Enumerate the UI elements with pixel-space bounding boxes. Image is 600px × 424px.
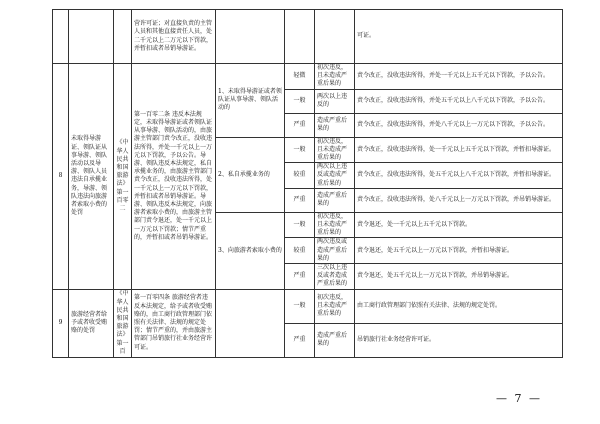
penalty-table	[52, 9, 563, 358]
law-cell	[114, 10, 132, 64]
behavior: 3、向旅游者索取小费的	[216, 212, 285, 289]
measure: 由工商行政管理部门依照有关法律、法规的规定处罚。	[355, 289, 563, 323]
fact-cell	[315, 10, 355, 64]
measure: 责令退还，处五千元以上一万元以下罚款，并吊销导游证。	[355, 264, 563, 290]
behavior-cell	[216, 10, 285, 64]
behavior	[216, 289, 285, 357]
level: 严重	[285, 188, 315, 212]
level: 严重	[285, 323, 315, 357]
fact: 造成严重后果的	[315, 323, 355, 357]
fact: 两次违反或造成严重后果的	[315, 238, 355, 264]
fact: 初次违反，且未造成严重后果的	[315, 212, 355, 238]
number-cell	[53, 10, 69, 64]
measure: 责令退还，处一千元以上五千元以下罚款。	[355, 212, 563, 238]
measure-cell: 可证。	[355, 10, 563, 64]
table-row	[53, 289, 563, 323]
behavior: 1、未取得导游证或者领队证从事导游、领队活动的	[216, 64, 285, 138]
page-number: — 7 —	[496, 392, 542, 405]
item-cell	[69, 10, 114, 64]
fact: 初次违反，且未造成严重后果的	[315, 64, 355, 90]
clause-cell: 营许可证；对直接负责的主管人员和其他直接责任人员，处二千元以上二万元以下罚款，并暂扣或者吊销导游证。	[132, 10, 216, 64]
level: 严重	[285, 113, 315, 137]
table-row-continued	[53, 10, 563, 64]
level: 一般	[285, 212, 315, 238]
row-number: 9	[53, 289, 69, 357]
behavior: 2、私自承揽业务的	[216, 137, 285, 212]
measure: 责令改正，没收违法所得，并处八千元以上一万元以下罚款，予以公告。	[355, 113, 563, 137]
level: 较重	[285, 163, 315, 189]
measure: 责令改正，没收违法所得，处一千元以上五千元以下罚款，并暂扣导游证。	[355, 137, 563, 163]
fact: 初次违反，且未造成严重后果的	[315, 289, 355, 323]
fact: 造成严重后果的	[315, 113, 355, 137]
level: 一般	[285, 89, 315, 113]
measure: 责令改正，没收违法所得，处五千元以上八千元以下罚款，并暂扣导游证。	[355, 163, 563, 189]
row-number: 8	[53, 64, 69, 290]
law-basis: 《中华人民共和国旅游法》第一百零二	[114, 64, 132, 290]
item-name: 未取得导游证、领队证从事导游、领队活动以及导游、领队人员违法自承揽业务，导游、领队违法向旅游者索取小费的处罚	[69, 64, 114, 290]
level: 严重	[285, 264, 315, 290]
fact: 造成严重后果的	[315, 188, 355, 212]
measure: 责令改正，没收违法所得，并处五千元以上八千元以下罚款，予以公告。	[355, 89, 563, 113]
fact: 两次以上违反的	[315, 89, 355, 113]
law-clause: 第一百零二条 违反本法规定，未取得导游证或者领队证从事导游、领队活动的，由旅游主管部门责令改正，没收违法所得，并处一千元以上一万元以下罚款，予以公告。导游、领队违反本法规定，私自承揽业务的，由旅游主管部门责令改正，没收违法所得，处一千元以上一万元以下罚款，并暂扣或者吊销导游证。导游、领队违反本法规定，向旅游者索取小费的，由旅游主管部门责令退还，处一千元以上一万元以下罚款；情节严重的，并暂扣或者吊销导游证。	[132, 64, 216, 290]
item-name: 旅游经营者给予或者收受贿赂的处罚	[69, 289, 114, 357]
level: 一般	[285, 289, 315, 323]
level: 轻微	[285, 64, 315, 90]
level-cell	[285, 10, 315, 64]
level: 一般	[285, 137, 315, 163]
fact: 两次以上违反或造成严重后果的	[315, 163, 355, 189]
measure: 吊销旅行社业务经营许可证。	[355, 323, 563, 357]
measure: 责令改正，没收违法所得，并处一千元以上五千元以下罚款，予以公告。	[355, 64, 563, 90]
table-row	[53, 64, 563, 90]
level: 较重	[285, 238, 315, 264]
law-basis: 《中华人民共和国旅游法》第一百	[114, 289, 132, 357]
fact: 初次违反，且未造成严重后果的	[315, 137, 355, 163]
fact: 三次以上违反或者造成严重后果的	[315, 264, 355, 290]
law-clause: 第一百零四条 旅游经营者违反本法规定，给予或者收受贿赂的，由工商行政管理部门依照有关法律、法规的规定处罚；情节严重的，并由旅游主管部门吊销旅行社业务经营许可证。	[132, 289, 216, 357]
measure: 责令退还，处五千元以上一万元以下罚款，并暂扣导游证。	[355, 238, 563, 264]
measure: 责令改正，没收违法所得，处八千元以上一万元以下罚款，并吊销导游证。	[355, 188, 563, 212]
